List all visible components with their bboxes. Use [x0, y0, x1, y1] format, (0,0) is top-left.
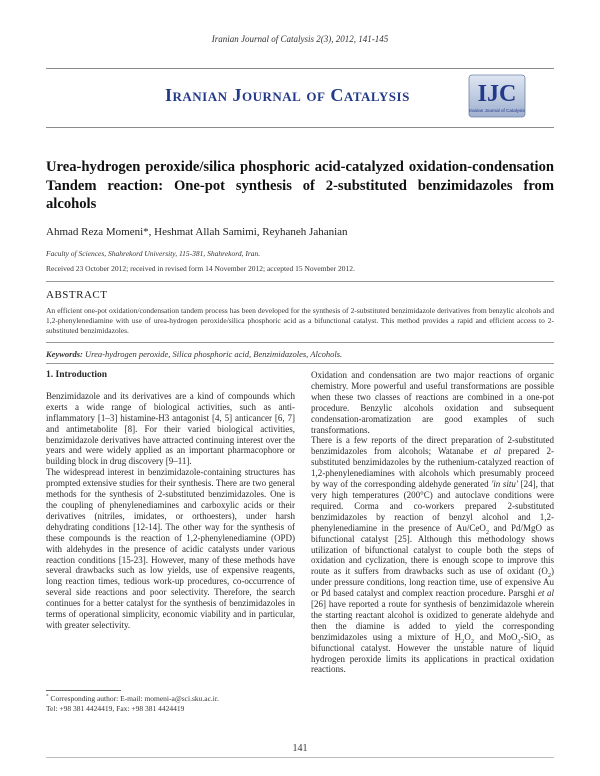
article-title: Urea-hydrogen peroxide/silica phosphoric acid-catalyzed oxidation-condensation Tandem reaction: One-pot synthesis of 2-substituted benzimidazoles from alcohols [46, 159, 554, 212]
journal-citation: Iranian Journal of Catalysis 2(3), 2012, 141-145 [211, 34, 389, 44]
footnote-mark: * [46, 693, 49, 700]
abstract-heading: ABSTRACT [46, 289, 108, 301]
keywords-label: Keywords: [46, 349, 83, 359]
author-affiliation: Faculty of Sciences, Shahrekord University, 115-381, Shahrekord, Iran. [46, 249, 261, 258]
masthead-bottom-rule [46, 127, 554, 128]
journal-name: Iranian Journal of Catalysis [165, 85, 410, 105]
body-left-column [46, 370, 295, 631]
footnote [46, 694, 295, 714]
paragraph: Benzimidazole and its derivatives are a kind of compounds which exerts a wide range of biological activities, such as anti-inflammatory [1–3] histamine-H3 antagonist [4, 5] anticancer [6, 7] and antimetabolite [8]. For their varied biological activities, benzimidazole derivatives have attracted continuing interest over the years and were widely applied as an important pharmacophore or building block in drug discovery [9–11]. [46, 390, 295, 467]
footnote-rule [46, 690, 121, 691]
keywords-list: Urea-hydrogen peroxide, Silica phosphoric acid, Benzimidazoles, Alcohols. [84, 349, 343, 359]
corresponding-email: Corresponding author: E-mail: momeni-a@sci.sku.ac.ir. [50, 694, 219, 703]
logo-text: IJC [477, 81, 517, 107]
logo-subtext: Iranian Journal of Catalysis [469, 108, 525, 113]
footer-rule [46, 757, 554, 758]
paragraph: Oxidation and condensation are two major reactions of organic chemistry. More powerful and useful transformations are possible when these two classes of reactions are combined in a one-pot procedure. Benzylic alcohols oxidation and subsequent condensation-aromatization are good examples of such transformations. [311, 370, 554, 435]
divider [46, 281, 554, 282]
abstract-text: An efficient one-pot oxidation/condensation tandem process has been developed for the synthesis of 2-substituted benzimidazole derivatives from benzylic alcohols and 1,2-phenylenediamine with use of urea-hydrogen peroxide/silica phosphoric acid as a bifunctional catalyst. This method provides a rapid and efficient access to 2-substituted benzimidazoles. [46, 306, 554, 336]
paragraph: The widespread interest in benzimidazole-containing structures has prompted extensive studies for their synthesis. There are two general methods for the synthesis of 2-substituted benzimidazoles. One is the coupling of phenylenediamines and carboxylic acids or their derivatives (nitriles, imidates, or orthoesters), under harsh dehydrating conditions [12-14]. The other way for the synthesis of these compounds is the reaction of 1,2-phenylenediamine (OPD) with aldehydes in the presence of acidic catalysts under various reaction conditions [15-23]. However, many of these methods have several drawbacks such as low yields, use of expensive reagents, long reaction times, tedious work-up procedures, co-occurrence of several side reactions and poor selectivity. Therefore, the search continues for a better catalyst for the synthesis of benzimidazoles in terms of operational simplicity, economic viability and in particular, with greater selectivity. [46, 467, 295, 630]
section-heading: 1. Introduction [46, 370, 108, 380]
divider [46, 363, 554, 364]
divider [46, 342, 554, 343]
received-dates: Received 23 October 2012; received in revised form 14 November 2012; accepted 15 November 2012. [46, 264, 355, 273]
body-right-column [311, 370, 554, 675]
masthead-top-rule [46, 68, 554, 69]
corresponding-phone: Tel: +98 381 4424419, Fax: +98 381 4424419 [46, 704, 185, 713]
journal-logo-icon [467, 73, 527, 119]
article-authors: Ahmad Reza Momeni*, Heshmat Allah Samimi, Reyhaneh Jahanian [46, 226, 348, 238]
paragraph: There is a few reports of the direct preparation of 2-substituted benzimidazoles from alcohols; Watanabe et al prepared 2-substituted benzimidazoles by the ruthenium-catalyzed reaction of 1,2-phenylenediamines with alcohols which presumably proceed by way of the corresponding aldehyde generated 'in situ' [24], that very high temperatures (200°C) and autoclave conditions were required. Corma and co-workers prepared 2-substituted benzimidazoles by reaction of benzyl alcohol and 1,2-phenylenediamine in the presence of Au/CeO$_2$ and Pd/MgO as bifunctional catalyst [25]. Although this methodology shows utilization of bifunctional catalyst to couple both the steps of oxidation and cyclization, there is enough scope to improve this route as it suffers from drawbacks such as use of oxidant $(O_2)$ under pressure conditions, long reaction time, use of expensive Au or Pd based catalyst and complex reaction procedure. Parsghi et al [26] have reported a route for synthesis of benzimidazole wherein the starting reactant alcohol is oxidized to generate aldehyde and then the diamine is added to yield the corresponding benzimidazoles using a mixture of $H_2O_2$ and MoO$_3$-SiO$_2$ as bifunctional catalyst. However the unstable nature of liquid hydrogen peroxide limits its applications in practical oxidation reactions. [311, 435, 555, 675]
keywords [46, 349, 554, 359]
page-number: 141 [292, 743, 308, 754]
